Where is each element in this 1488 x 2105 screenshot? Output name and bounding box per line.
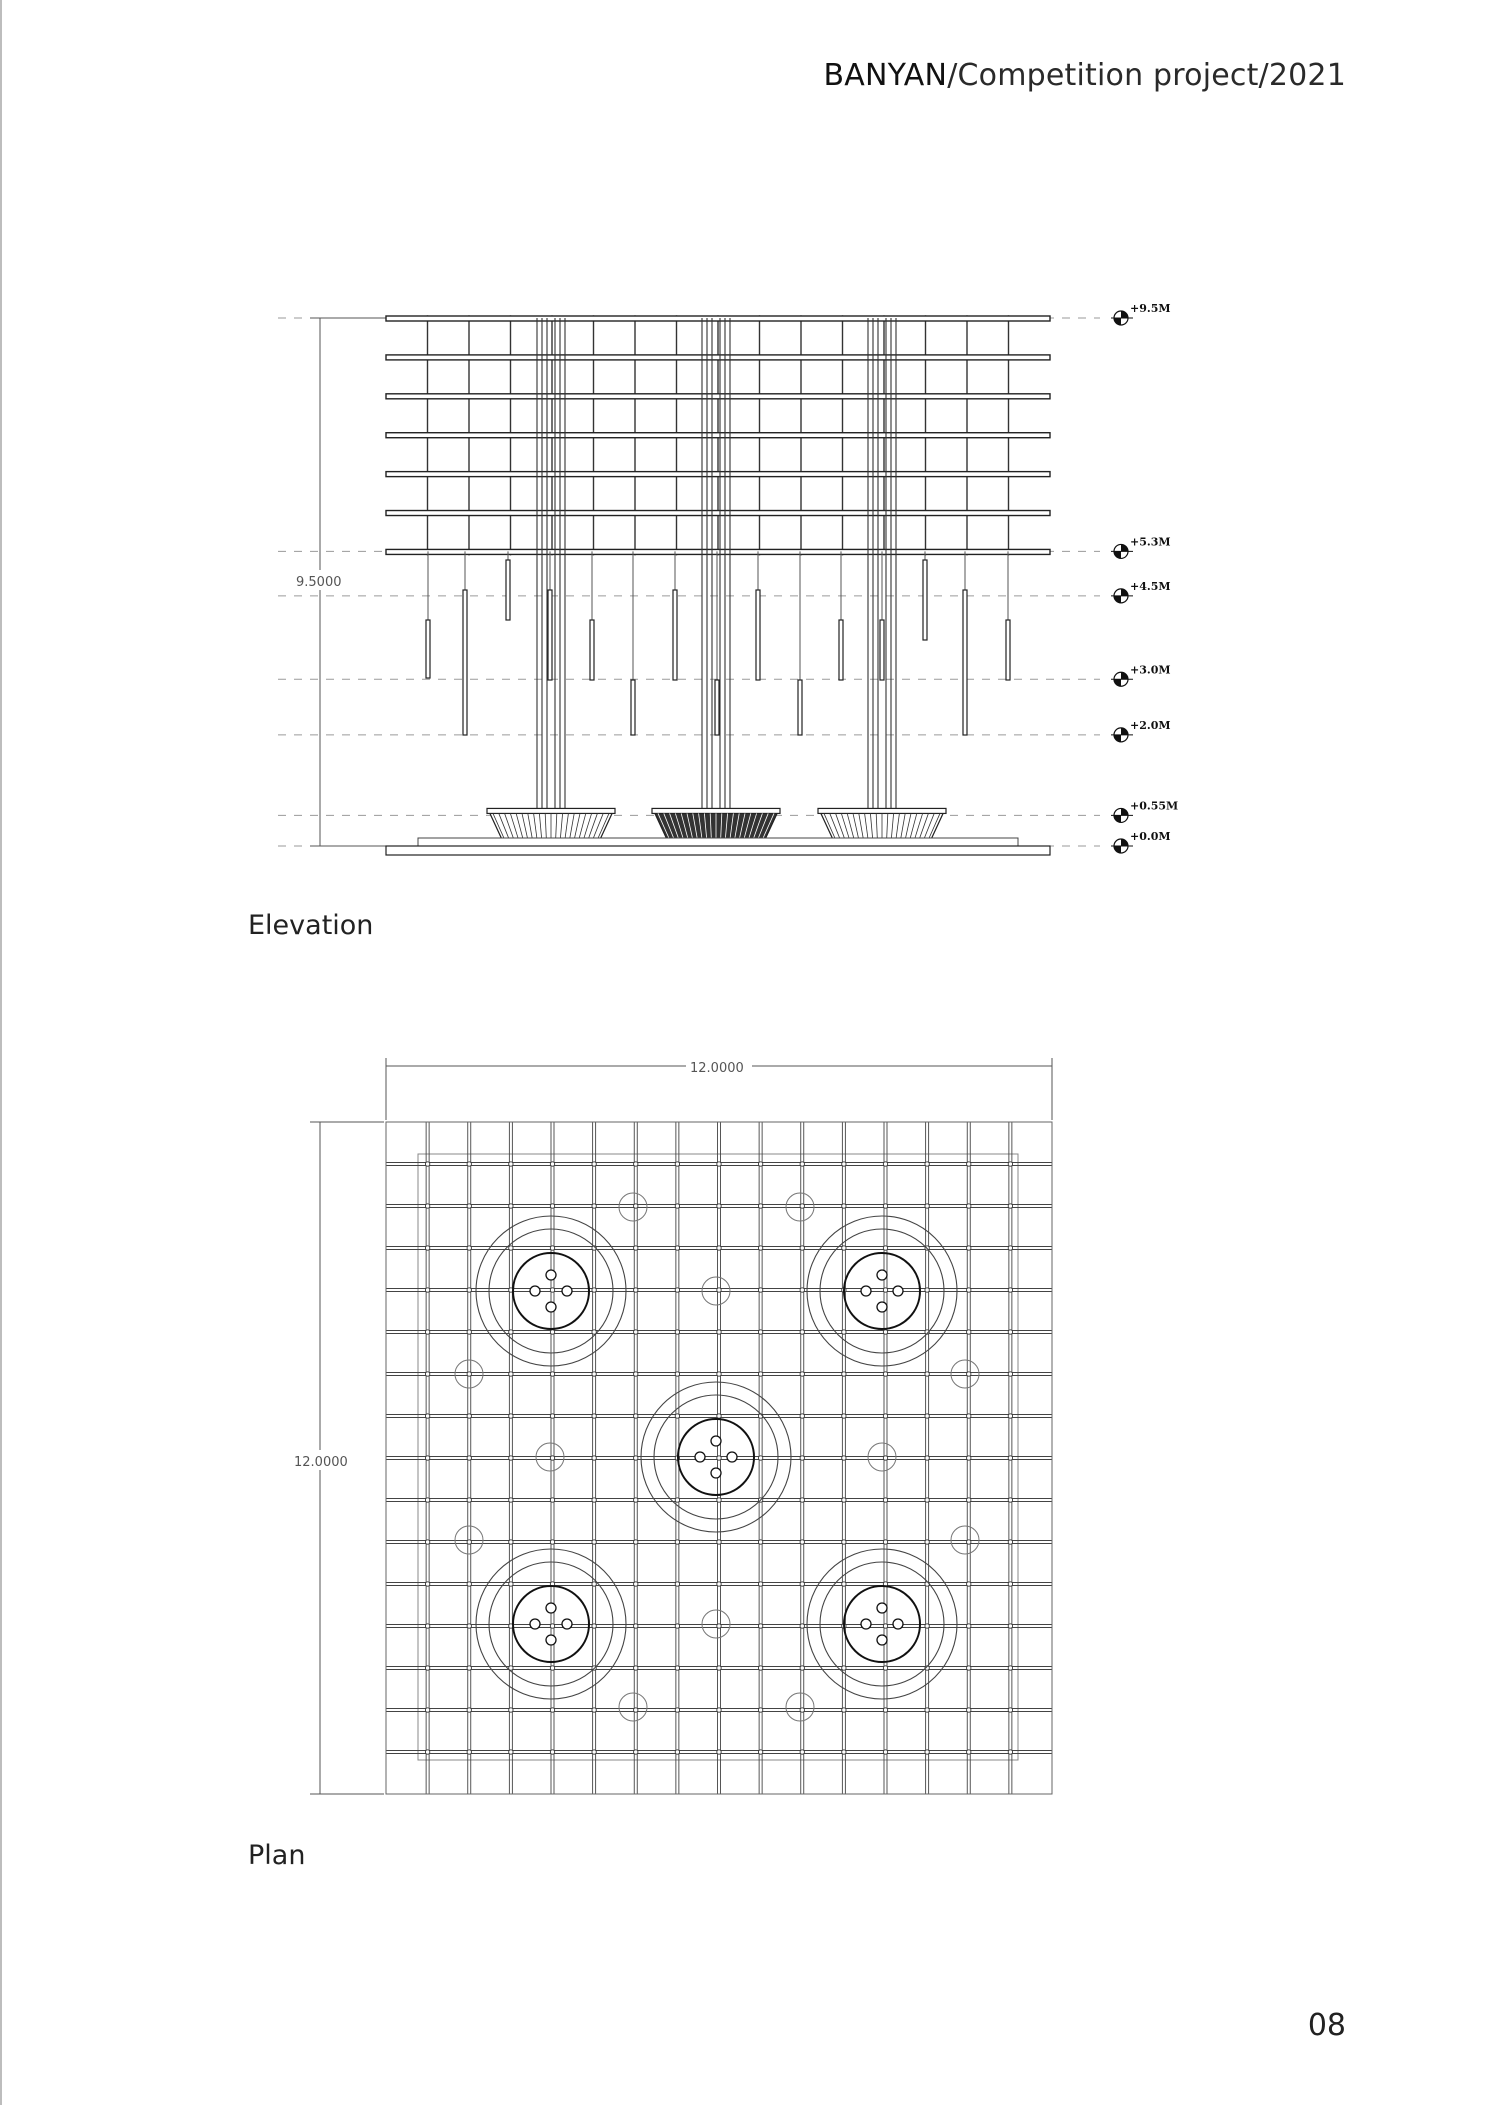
plan-node [675, 1414, 679, 1418]
rod-position-marker [619, 1193, 647, 1221]
plan-node [1008, 1540, 1012, 1544]
trunk-pipe-plan [877, 1302, 887, 1312]
trunk-pipe-plan [695, 1452, 705, 1462]
plan-node [717, 1540, 721, 1544]
plan-node [717, 1246, 721, 1250]
plan-node [717, 1414, 721, 1418]
trunk-pipe-plan [877, 1270, 887, 1280]
plan-node [425, 1582, 429, 1586]
planter-inner-ring [844, 1253, 920, 1329]
plan-node [634, 1288, 638, 1292]
plan-node [967, 1750, 971, 1754]
page-number: 08 [1307, 2008, 1346, 2043]
plan-node [509, 1246, 513, 1250]
plan-node [842, 1750, 846, 1754]
plan-node [717, 1456, 721, 1460]
hanging-rod [923, 560, 927, 640]
plan-node [550, 1414, 554, 1418]
plan-node [634, 1372, 638, 1376]
canopy-beam [386, 472, 1050, 477]
plan-node [717, 1288, 721, 1292]
plan-node [842, 1162, 846, 1166]
plan-node [717, 1372, 721, 1376]
plan-node [717, 1330, 721, 1334]
plan-node [550, 1456, 554, 1460]
planter-outer-ring [641, 1382, 791, 1532]
plan-node [800, 1582, 804, 1586]
plan-node [800, 1666, 804, 1670]
planter-outer-ring [807, 1216, 957, 1366]
plan-node [883, 1540, 887, 1544]
plan-node [758, 1246, 762, 1250]
plan-node [883, 1204, 887, 1208]
plan-node [1008, 1666, 1012, 1670]
plan-node [967, 1288, 971, 1292]
elevation-drawing [278, 302, 1178, 855]
plan-node [883, 1456, 887, 1460]
hanging-rod [426, 620, 430, 678]
plan-node [425, 1414, 429, 1418]
plan-node [883, 1414, 887, 1418]
plan-node [883, 1330, 887, 1334]
plan-node [925, 1204, 929, 1208]
project-subtitle: /Competition project/2021 [947, 58, 1346, 93]
level-label: +2.0M [1130, 718, 1171, 732]
plan-node [467, 1162, 471, 1166]
plan-drawing [292, 1056, 1052, 1794]
plan-node [717, 1204, 721, 1208]
plan-node [509, 1372, 513, 1376]
hanging-rod [880, 620, 884, 680]
plan-node [509, 1204, 513, 1208]
plan-node [509, 1582, 513, 1586]
plan-node [842, 1204, 846, 1208]
level-label: +3.0M [1130, 663, 1171, 677]
rod-position-marker [702, 1277, 730, 1305]
rod-position-marker [702, 1610, 730, 1638]
plan-node [883, 1288, 887, 1292]
plan-node [634, 1582, 638, 1586]
plan-node [842, 1540, 846, 1544]
plan-node [467, 1666, 471, 1670]
plan-node [1008, 1624, 1012, 1628]
plan-node [758, 1372, 762, 1376]
level-label: +5.3M [1130, 535, 1171, 549]
plan-node [634, 1204, 638, 1208]
plan-node [592, 1750, 596, 1754]
plan-node [1008, 1498, 1012, 1502]
plan-node [467, 1624, 471, 1628]
planter-rim [487, 808, 615, 813]
plan-node [592, 1162, 596, 1166]
plan-node [842, 1708, 846, 1712]
plan-node [967, 1246, 971, 1250]
plan-node [467, 1414, 471, 1418]
plan-node [758, 1204, 762, 1208]
plan-node [509, 1162, 513, 1166]
trunk-pipe-plan [877, 1603, 887, 1613]
plan-node [675, 1582, 679, 1586]
plan-node [717, 1582, 721, 1586]
trunk-pipe-plan [711, 1468, 721, 1478]
plan-node [550, 1708, 554, 1712]
plan-node [842, 1456, 846, 1460]
plan-node [634, 1708, 638, 1712]
planter-inner-ring [844, 1586, 920, 1662]
plan-node [675, 1666, 679, 1670]
plan-node [800, 1498, 804, 1502]
plan-node [592, 1498, 596, 1502]
plan-node [842, 1246, 846, 1250]
plan-node [967, 1540, 971, 1544]
plan-node [425, 1330, 429, 1334]
elevation-caption: Elevation [248, 910, 374, 941]
planter-outer-ring [807, 1549, 957, 1699]
hanging-rod [548, 590, 552, 680]
trunk-pipe-plan [562, 1286, 572, 1296]
canopy-beam [386, 433, 1050, 438]
trunk-pipe-plan [877, 1635, 887, 1645]
plan-node [425, 1750, 429, 1754]
plan-node [509, 1750, 513, 1754]
canopy-beam [386, 394, 1050, 399]
rod-position-marker [619, 1693, 647, 1721]
plan-node [634, 1666, 638, 1670]
plan-node [883, 1246, 887, 1250]
level-label: +0.55M [1130, 799, 1179, 813]
hanging-rod [673, 590, 677, 680]
trunk-pipe-plan [711, 1436, 721, 1446]
trunk-pipe-plan [893, 1286, 903, 1296]
project-name: BANYAN [823, 58, 948, 93]
plan-node [883, 1750, 887, 1754]
plan-node [800, 1372, 804, 1376]
plan-node [634, 1162, 638, 1166]
plan-node [467, 1456, 471, 1460]
plan-node [717, 1498, 721, 1502]
plan-node [967, 1330, 971, 1334]
level-label: +9.5M [1130, 302, 1171, 315]
plan-node [425, 1288, 429, 1292]
plan-node [467, 1750, 471, 1754]
plan-node [425, 1162, 429, 1166]
plan-node [467, 1498, 471, 1502]
plan-node [1008, 1372, 1012, 1376]
plan-node [800, 1708, 804, 1712]
trunk-pipe-plan [530, 1619, 540, 1629]
plan-node [717, 1750, 721, 1754]
plan-node [1008, 1162, 1012, 1166]
plan-node [425, 1708, 429, 1712]
trunk-pipe-plan [893, 1619, 903, 1629]
plan-node [425, 1498, 429, 1502]
plan-node [925, 1372, 929, 1376]
plan-node [675, 1624, 679, 1628]
rod-position-marker [951, 1526, 979, 1554]
plan-node [550, 1372, 554, 1376]
plan-node [467, 1372, 471, 1376]
plan-node [967, 1414, 971, 1418]
plan-node [925, 1456, 929, 1460]
plan-node [842, 1582, 846, 1586]
plan-node [634, 1624, 638, 1628]
plan-node [758, 1330, 762, 1334]
plan-node [592, 1204, 596, 1208]
rod-position-marker [868, 1443, 896, 1471]
planter-rim [652, 808, 780, 813]
plan-node [1008, 1708, 1012, 1712]
plan-node [800, 1288, 804, 1292]
plan-node [1008, 1246, 1012, 1250]
plan-node [758, 1162, 762, 1166]
plan-caption: Plan [248, 1840, 306, 1871]
hanging-rod [715, 680, 719, 735]
plan-node [425, 1666, 429, 1670]
plan-node [1008, 1330, 1012, 1334]
plan-node [967, 1624, 971, 1628]
trunk-pipe-plan [546, 1302, 556, 1312]
plan-node [425, 1624, 429, 1628]
planter-inner-ring [678, 1419, 754, 1495]
plan-node [800, 1330, 804, 1334]
trunk-pipe-plan [546, 1270, 556, 1280]
plan-node [800, 1162, 804, 1166]
plan-node [467, 1204, 471, 1208]
plan-node [467, 1330, 471, 1334]
hanging-rod [798, 680, 802, 735]
plan-node [550, 1162, 554, 1166]
plan-node [758, 1540, 762, 1544]
plan-node [634, 1498, 638, 1502]
plan-node [967, 1582, 971, 1586]
plan-node [425, 1372, 429, 1376]
plan-node [758, 1750, 762, 1754]
plan-node [1008, 1288, 1012, 1292]
plan-node [842, 1330, 846, 1334]
plan-node [842, 1372, 846, 1376]
plan-node [758, 1582, 762, 1586]
plan-node [800, 1204, 804, 1208]
plan-node [467, 1708, 471, 1712]
plan-node [1008, 1414, 1012, 1418]
plan-node [800, 1624, 804, 1628]
plan-node [925, 1750, 929, 1754]
plan-node [425, 1456, 429, 1460]
plan-node [675, 1162, 679, 1166]
hanging-rod [631, 680, 635, 735]
plan-node [592, 1288, 596, 1292]
plan-node [800, 1414, 804, 1418]
plan-node [800, 1246, 804, 1250]
plan-node [425, 1246, 429, 1250]
hanging-rod [1006, 620, 1010, 680]
plan-node [675, 1204, 679, 1208]
plan-node [467, 1582, 471, 1586]
plan-node [800, 1750, 804, 1754]
plan-node [509, 1540, 513, 1544]
plan-node [550, 1498, 554, 1502]
plan-node [800, 1540, 804, 1544]
plan-node [592, 1708, 596, 1712]
plan-node [967, 1708, 971, 1712]
trunk-pipe-plan [861, 1619, 871, 1629]
height-dim-label: 9.5000 [296, 575, 342, 590]
plan-node [1008, 1204, 1012, 1208]
canopy-beam [386, 549, 1050, 554]
plan-node [509, 1456, 513, 1460]
plan-node [509, 1708, 513, 1712]
plan-node [842, 1414, 846, 1418]
plan-node [967, 1204, 971, 1208]
plan-node [758, 1666, 762, 1670]
canopy-beam [386, 316, 1050, 321]
plan-node [675, 1246, 679, 1250]
plan-node [758, 1624, 762, 1628]
trunk-pipe-plan [861, 1286, 871, 1296]
depth-dim-label: 12.0000 [294, 1455, 348, 1470]
ground-base [386, 846, 1050, 855]
plan-node [509, 1414, 513, 1418]
plan-node [967, 1372, 971, 1376]
plan-node [758, 1288, 762, 1292]
plan-node [550, 1750, 554, 1754]
plan-node [675, 1708, 679, 1712]
level-label: +4.5M [1130, 579, 1171, 593]
hanging-rod [839, 620, 843, 680]
hanging-rod [756, 590, 760, 680]
hanging-rod [506, 560, 510, 620]
plan-node [758, 1708, 762, 1712]
plan-node [509, 1498, 513, 1502]
plan-node [634, 1456, 638, 1460]
plan-node [550, 1204, 554, 1208]
trunk-pipe-plan [546, 1603, 556, 1613]
plan-node [425, 1540, 429, 1544]
plan-node [425, 1204, 429, 1208]
plan-node [1008, 1456, 1012, 1460]
trunk-pipe-plan [546, 1635, 556, 1645]
plan-node [592, 1624, 596, 1628]
plan-node [967, 1666, 971, 1670]
rod-position-marker [786, 1693, 814, 1721]
trunk-pipe-plan [562, 1619, 572, 1629]
plan-node [758, 1456, 762, 1460]
plan-node [967, 1162, 971, 1166]
plan-node [883, 1498, 887, 1502]
plan-node [717, 1624, 721, 1628]
trunk-pipe-plan [530, 1286, 540, 1296]
plan-node [675, 1750, 679, 1754]
plan-node [634, 1414, 638, 1418]
plan-node [592, 1582, 596, 1586]
plan-node [634, 1246, 638, 1250]
plan-node [925, 1414, 929, 1418]
plan-node [592, 1540, 596, 1544]
plan-node [675, 1540, 679, 1544]
trunk-pipe-plan [727, 1452, 737, 1462]
level-label: +0.0M [1130, 830, 1171, 843]
plan-node [842, 1498, 846, 1502]
plan-node [550, 1330, 554, 1334]
ground-slab [418, 838, 1018, 846]
plan-node [717, 1666, 721, 1670]
hanging-rod [963, 590, 967, 735]
planter-rim [818, 808, 946, 813]
plan-node [967, 1456, 971, 1460]
plan-node [883, 1372, 887, 1376]
plan-node [883, 1162, 887, 1166]
rod-position-marker [536, 1443, 564, 1471]
plan-node [592, 1372, 596, 1376]
plan-node [1008, 1750, 1012, 1754]
plan-node [592, 1456, 596, 1460]
plan-node [675, 1372, 679, 1376]
plan-node [925, 1498, 929, 1502]
canopy-beam [386, 511, 1050, 516]
plan-node [467, 1246, 471, 1250]
plan-node [800, 1456, 804, 1460]
plan-node [675, 1330, 679, 1334]
plan-node [925, 1162, 929, 1166]
width-dim-label: 12.0000 [690, 1061, 744, 1076]
plan-node [550, 1540, 554, 1544]
plan-node [717, 1708, 721, 1712]
hanging-rod [590, 620, 594, 680]
plan-node [675, 1288, 679, 1292]
plan-node [1008, 1582, 1012, 1586]
plan-node [550, 1246, 554, 1250]
plan-node [550, 1666, 554, 1670]
plan-node [467, 1288, 471, 1292]
plan-node [925, 1288, 929, 1292]
plan-node [634, 1330, 638, 1334]
plan-node [550, 1624, 554, 1628]
plan-node [925, 1708, 929, 1712]
plan-node [717, 1162, 721, 1166]
plan-node [883, 1708, 887, 1712]
plan-node [675, 1498, 679, 1502]
rod-position-marker [951, 1360, 979, 1388]
plan-node [925, 1624, 929, 1628]
plan-node [634, 1540, 638, 1544]
plan-node [925, 1540, 929, 1544]
plan-node [883, 1624, 887, 1628]
plan-node [550, 1288, 554, 1292]
plan-node [467, 1540, 471, 1544]
plan-node [509, 1330, 513, 1334]
plan-node [592, 1414, 596, 1418]
hanging-rod [463, 590, 467, 735]
plan-node [842, 1666, 846, 1670]
plan-node [883, 1666, 887, 1670]
canopy-beam [386, 355, 1050, 360]
plan-node [634, 1750, 638, 1754]
plan-node [967, 1498, 971, 1502]
